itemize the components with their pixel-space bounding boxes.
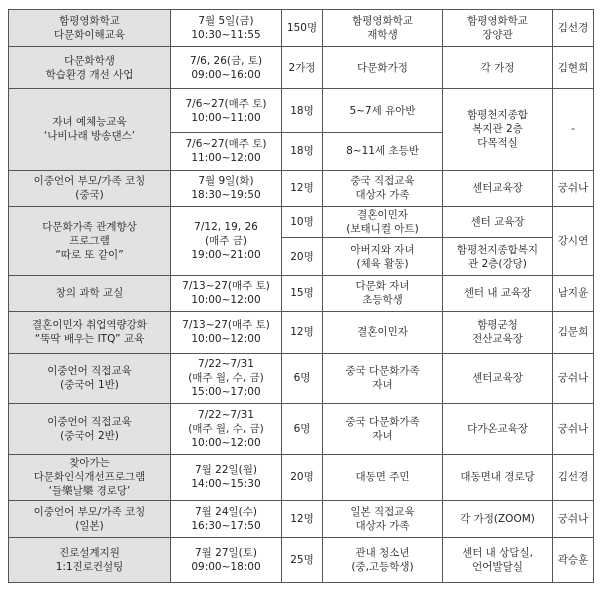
count-cell: 20명 — [282, 454, 323, 500]
count-cell: 12명 — [282, 170, 323, 206]
table-row — [9, 501, 594, 538]
count-cell: 18명 — [282, 133, 323, 170]
manager-cell: 김문희 — [553, 312, 594, 353]
target-cell: 8~11세 초등반 — [323, 133, 443, 170]
target-cell: 결혼이민자 — [323, 312, 443, 353]
date-cell: 7/22~7/31 (매주 월, 수, 금) 10:00~12:00 — [171, 404, 282, 455]
place-cell: 대동면내 경로당 — [443, 454, 553, 500]
date-cell: 7월 5일(금) 10:30~11:55 — [171, 10, 282, 47]
target-cell: 중국 다문화가족 자녀 — [323, 353, 443, 404]
place-cell: 함평영화학교 장양관 — [443, 10, 553, 47]
place-cell: 각 가정(ZOOM) — [443, 501, 553, 538]
count-cell: 10명 — [282, 207, 323, 238]
table-row — [9, 170, 594, 206]
date-cell: 7/13~27(매주 토) 10:00~12:00 — [171, 312, 282, 353]
manager-cell: 김선경 — [553, 454, 594, 500]
target-cell: 다문화 자녀 초등학생 — [323, 275, 443, 311]
count-cell: 15명 — [282, 275, 323, 311]
target-cell: 일본 직접교육 대상자 가족 — [323, 501, 443, 538]
place-cell: 센터교육장 — [443, 170, 553, 206]
manager-cell: 궁쉬나 — [553, 170, 594, 206]
table-row — [9, 538, 594, 583]
program-cell: 찾아가는 다문화인식개선프로그램 ‘들樂날樂 경로당’ — [9, 454, 171, 500]
date-cell: 7/22~7/31 (매주 월, 수, 금) 15:00~17:00 — [171, 353, 282, 404]
table-row — [9, 88, 594, 132]
program-cell: 결혼이민자 취업역량강화 “뚝딱 배우는 ITQ” 교육 — [9, 312, 171, 353]
place-cell: 각 가정 — [443, 47, 553, 88]
date-cell: 7/6~27(매주 토) 11:00~12:00 — [171, 133, 282, 170]
manager-cell: 곽승훈 — [553, 538, 594, 583]
program-cell: 함평영화학교 다문화이해교육 — [9, 10, 171, 47]
place-cell: 센터 내 교육장 — [443, 275, 553, 311]
place-cell: 함평천지종합 복지관 2층 다목적실 — [443, 88, 553, 170]
manager-cell: 궁쉬나 — [553, 404, 594, 455]
place-cell: 함평군청 전산교육장 — [443, 312, 553, 353]
date-cell: 7/6, 26(금, 토) 09:00~16:00 — [171, 47, 282, 88]
program-cell: 자녀 예체능교육 ‘나비나래 방송댄스’ — [9, 88, 171, 170]
date-cell: 7/13~27(매주 토) 10:00~12:00 — [171, 275, 282, 311]
target-cell: 결혼이민자 (보태니컬 아트) — [323, 207, 443, 238]
date-cell: 7월 27일(토) 09:00~18:00 — [171, 538, 282, 583]
count-cell: 12명 — [282, 501, 323, 538]
manager-cell: 남지윤 — [553, 275, 594, 311]
count-cell: 6명 — [282, 404, 323, 455]
program-schedule-table — [8, 9, 594, 583]
count-cell: 150명 — [282, 10, 323, 47]
table-row — [9, 47, 594, 88]
table-row — [9, 404, 594, 455]
table-row — [9, 207, 594, 238]
date-cell: 7월 9일(화) 18:30~19:50 — [171, 170, 282, 206]
target-cell: 다문화가정 — [323, 47, 443, 88]
table-row — [9, 454, 594, 500]
target-cell: 함평영화학교 재학생 — [323, 10, 443, 47]
program-cell: 진로설계지원 1:1진로컨설팅 — [9, 538, 171, 583]
place-cell: 함평천지종합복지 관 2층(강당) — [443, 238, 553, 275]
target-cell: 5~7세 유아반 — [323, 88, 443, 132]
table-row — [9, 312, 594, 353]
count-cell: 2가정 — [282, 47, 323, 88]
date-cell: 7/6~27(매주 토) 10:00~11:00 — [171, 88, 282, 132]
program-cell: 이중언어 직접교육 (중국어 2반) — [9, 404, 171, 455]
date-cell: 7월 24일(수) 16:30~17:50 — [171, 501, 282, 538]
place-cell: 다가온교육장 — [443, 404, 553, 455]
place-cell: 센터 내 상담실, 언어발달실 — [443, 538, 553, 583]
manager-cell: 강시연 — [553, 207, 594, 276]
count-cell: 12명 — [282, 312, 323, 353]
manager-cell: 궁쉬나 — [553, 501, 594, 538]
target-cell: 대동면 주민 — [323, 454, 443, 500]
table-row — [9, 353, 594, 404]
date-cell: 7월 22일(월) 14:00~15:30 — [171, 454, 282, 500]
table-row — [9, 10, 594, 47]
date-cell: 7/12, 19, 26 (매주 금) 19:00~21:00 — [171, 207, 282, 276]
count-cell: 25명 — [282, 538, 323, 583]
manager-cell: 김선경 — [553, 10, 594, 47]
count-cell: 18명 — [282, 88, 323, 132]
place-cell: 센터 교육장 — [443, 207, 553, 238]
program-cell: 다문화가족 관계향상 프로그램 “따로 또 같이” — [9, 207, 171, 276]
target-cell: 중국 직접교육 대상자 가족 — [323, 170, 443, 206]
table-row — [9, 275, 594, 311]
program-cell: 이중언어 직접교육 (중국어 1반) — [9, 353, 171, 404]
program-cell: 이중언어 부모/가족 코칭 (중국) — [9, 170, 171, 206]
target-cell: 중국 다문화가족 자녀 — [323, 404, 443, 455]
count-cell: 6명 — [282, 353, 323, 404]
manager-cell: - — [553, 88, 594, 170]
manager-cell: 김현희 — [553, 47, 594, 88]
target-cell: 관내 청소년 (중,고등학생) — [323, 538, 443, 583]
place-cell: 센터교육장 — [443, 353, 553, 404]
manager-cell: 궁쉬나 — [553, 353, 594, 404]
program-cell: 창의 과학 교실 — [9, 275, 171, 311]
program-cell: 다문화학생 학습환경 개선 사업 — [9, 47, 171, 88]
target-cell: 아버지와 자녀 (체육 활동) — [323, 238, 443, 275]
program-cell: 이중언어 부모/가족 코칭 (일본) — [9, 501, 171, 538]
count-cell: 20명 — [282, 238, 323, 275]
